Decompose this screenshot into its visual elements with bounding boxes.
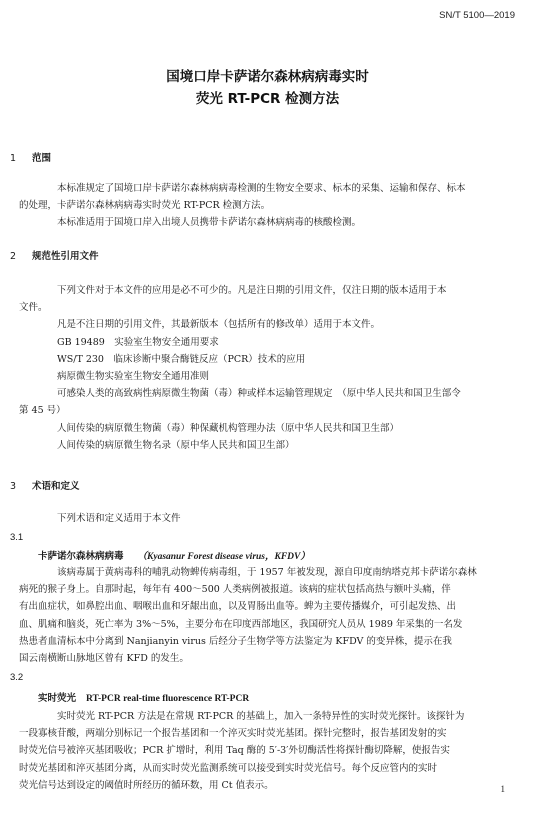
section-2-paragraph: 下列文件对于本文件的应用是必不可少的。凡是注日期的引用文件，仅注日期的版本适用于本 文件。 凡是不注日期的引用文件，其最新版本（包括所有的修改单）适用于本文件。 GB 19489 实验室生物安全通用要求 WS/T 230 临床诊断中聚合酶链反应（PCR）技术的应用 病原微生物实验室生物安全通用准则 可感染人类的高致病性病原微生物菌（毒）种或样本运输管理规定 （原中华人民共和国卫生部令 第 45 号） 人间传染的病原微生物菌（毒）种保藏机构管理办法（原中华人民共和国卫生部） 人间传染的病原微生物名录（原中华人民共和国卫生部）	[19, 285, 461, 451]
term-3-2-definition: 实时荧光 RT-PCR 方法是在常规 RT-PCR 的基础上，加入一条特异性的实时荧光探针。该探针为 一段寡核苷酸，两端分别标记一个报告基团和一个淬灭实时荧光基团。探针完整时，报告基团发射的实 时荧光信号被淬灭基团吸收；PCR 扩增时，利用 Taq 酶的 5′-3′外切酶活性将探针酶切降解，使报告实 时荧光基团和淬灭基团分离，从而实时荧光监测系统可以接受到实时荧光信号。每个反应管内的实时 荧光信号达到设定的阈值时所经历的循环数，用 Ct 值表示。	[19, 711, 465, 791]
page-number: 1	[500, 784, 505, 794]
term-3-1-heading: 卡萨诺尔森林病病毒 （Kyasanur Forest disease virus，KFDV）	[38, 551, 310, 562]
section-3-intro: 下列术语和定义适用于本文件	[57, 513, 181, 524]
term-3-2-heading: 实时荧光 RT-PCR real-time fluorescence RT-PCR	[38, 693, 250, 704]
section-1-heading: 1 范围	[10, 153, 52, 164]
title-line-1: 国境口岸卡萨诺尔森林病病毒实时	[166, 69, 369, 85]
standard-code: SN/T 5100—2019	[439, 10, 515, 21]
section-2-heading: 2 规范性引用文件	[10, 251, 99, 262]
term-3-1-number: 3.1	[10, 532, 24, 543]
term-3-1-definition: 该病毒属于黄病毒科的哺乳动物蜱传病毒组，于 1957 年被发现，源自印度南纳塔克邦卡萨诺尔森林 病死的猴子身上。自那时起，每年有 400～500 人类病例被报道。该病的症状包括高热与额叶头痛，伴 有出血症状，如鼻腔出血、咽喉出血和牙龈出血，以及胃肠出血等。蜱为主要传播媒介，可引起发热、出 血、肌痛和脑炎，死亡率为 3%～5%，主要分布在印度西部地区，我国研究人员从 1989 年采集的一名发 热患者血清标本中分离到 Nanjianyin virus 后经分子生物学等方法鉴定为 KFDV 的变异株，提示在我 国云南横断山脉地区曾有 KFD 的发生。	[19, 567, 477, 665]
section-1-paragraph: 本标准规定了国境口岸卡萨诺尔森林病病毒检测的生物安全要求、标本的采集、运输和保存、标本 的处理，卡萨诺尔森林病病毒实时荧光 RT-PCR 检测方法。 本标准适用于国境口岸入出境人员携带卡萨诺尔森林病病毒的核酸检测。	[19, 183, 466, 229]
title-line-2: 荧光 RT-PCR 检测方法	[195, 91, 340, 107]
section-3-heading: 3 术语和定义	[10, 481, 80, 492]
document-title	[0, 66, 535, 110]
term-3-2-number: 3.2	[10, 672, 24, 683]
